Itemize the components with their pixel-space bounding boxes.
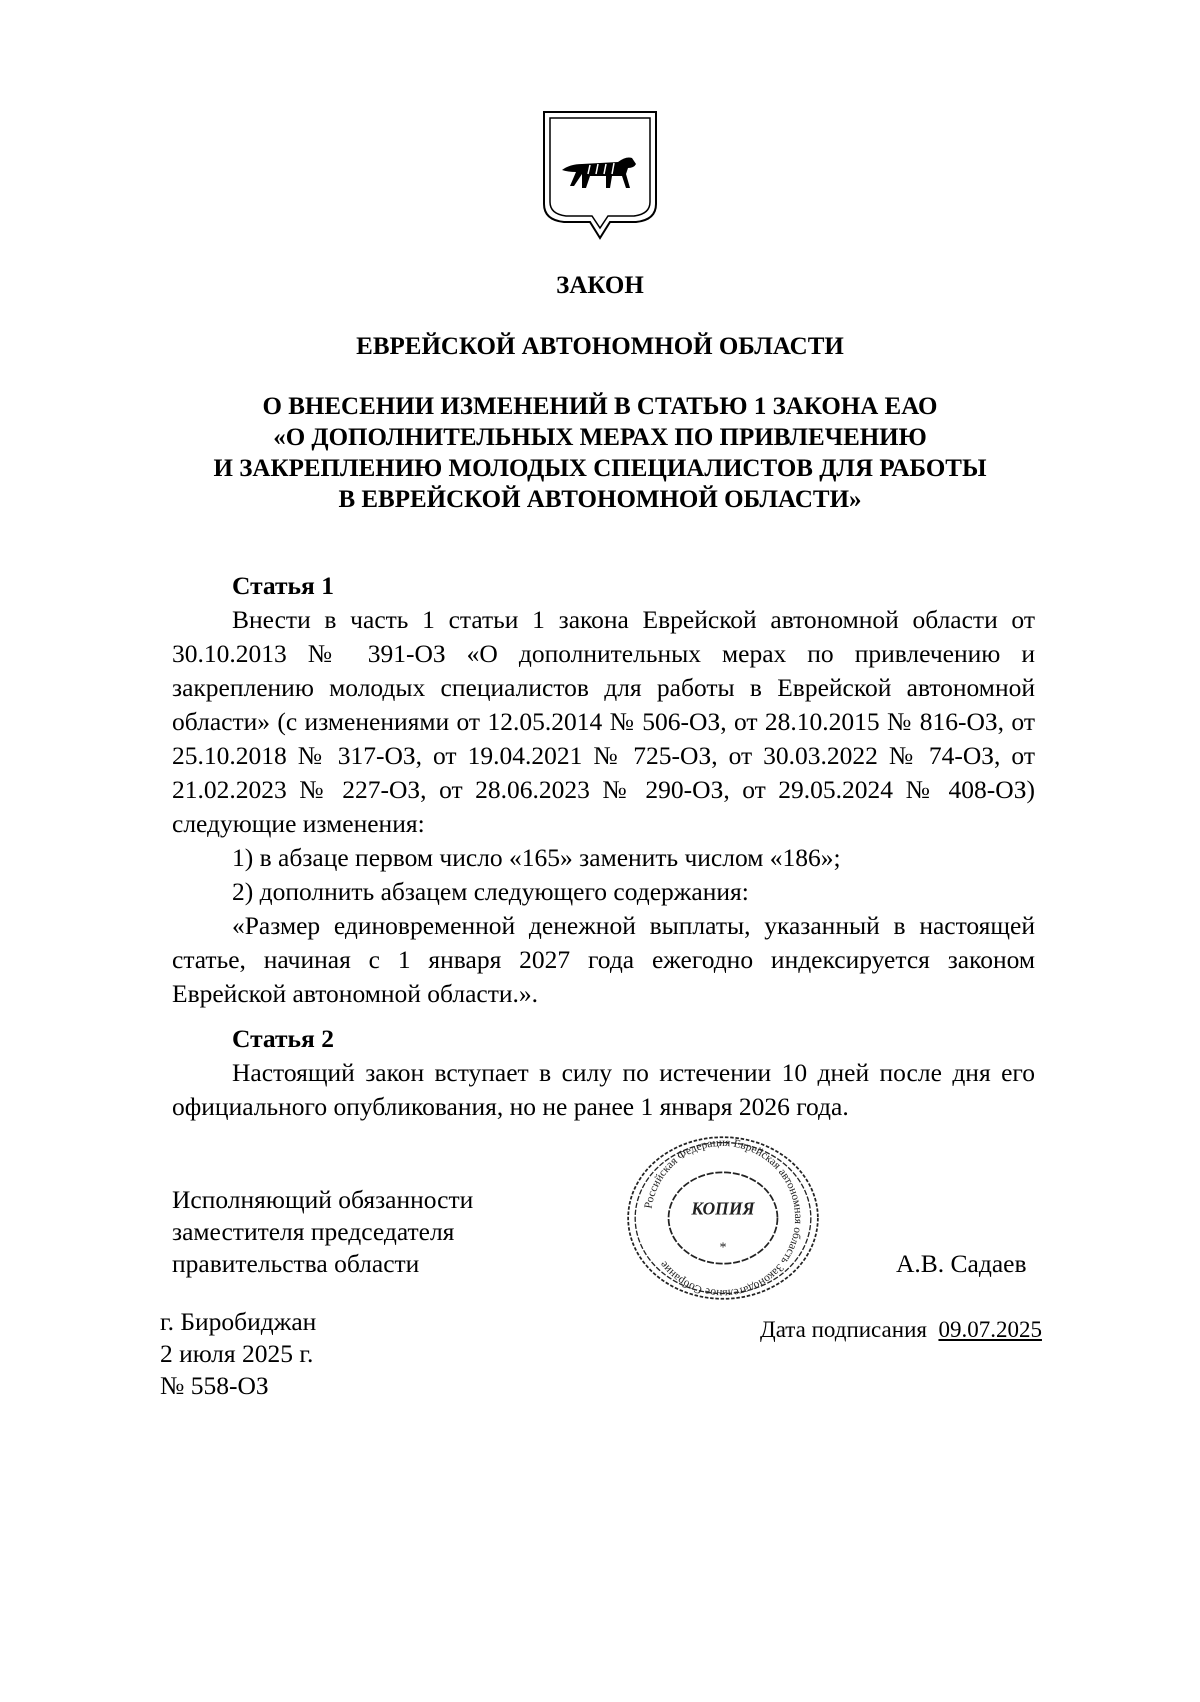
svg-text:*: * (719, 1239, 727, 1256)
document-type: ЗАКОН (556, 272, 644, 299)
position-line: заместителя председателя (172, 1217, 455, 1246)
article-1-intro: Внести в часть 1 статьи 1 закона Еврейской автономной области от 30.10.2013 № 391-ОЗ «О дополнительных мерах по привлечению и закреплению молодых специалистов для работы в Еврейской автономной области» (с изменениями от 12.05.2014 № 506-ОЗ, от 28.10.2015 № 816-ОЗ, от 25.10.2018 № 317-ОЗ, от 19.04.2021 № 725-ОЗ, от 30.03.2022 № 74-ОЗ, от 21.02.2023 № 227-ОЗ, от 28.06.2023 № 290-ОЗ, от 29.05.2024 № 408-ОЗ) следующие изменения: (172, 605, 1035, 838)
svg-text:Российская Федерация Еврейская: Российская Федерация Еврейская автономная область Законодательное Собрание (642, 1136, 805, 1300)
subject-line: И ЗАКРЕПЛЕНИЮ МОЛОДЫХ СПЕЦИАЛИСТОВ ДЛЯ РАБОТЫ (213, 455, 987, 482)
subject-line: О ВНЕСЕНИИ ИЗМЕНЕНИЙ В СТАТЬЮ 1 ЗАКОНА ЕАО (262, 393, 938, 420)
position-line: правительства области (172, 1249, 420, 1278)
article-1-heading: Статья 1 (232, 571, 334, 600)
law-subject (0, 391, 1200, 515)
signatory-position (172, 1184, 473, 1280)
signatory-name: А.В. Садаев (896, 1249, 1027, 1278)
official-stamp (622, 1130, 824, 1306)
law-number: № 558-ОЗ (160, 1371, 269, 1400)
coat-of-arms-image (540, 108, 660, 240)
adoption-date: 2 июля 2025 г. (160, 1339, 314, 1368)
subject-line: В ЕВРЕЙСКОЙ АВТОНОМНОЙ ОБЛАСТИ» (338, 486, 862, 513)
article-2-heading: Статья 2 (232, 1024, 334, 1053)
city: г. Биробиджан (160, 1307, 317, 1336)
article-1-quote: «Размер единовременной денежной выплаты, указанный в настоящей статье, начиная с 1 января 2027 года ежегодно индексируется законом Еврейской автономной области.». (172, 911, 1035, 1008)
signing-date-label: Дата подписания (760, 1317, 927, 1342)
article-1 (172, 569, 1035, 1011)
article-2 (172, 1022, 1035, 1124)
document-body (0, 569, 1200, 1414)
tiger-icon (562, 158, 636, 189)
footer-block (160, 1306, 316, 1402)
article-1-item-2: 2) дополнить абзацем следующего содержания: (232, 877, 749, 906)
signature-area (0, 1124, 1200, 1414)
article-2-text: Настоящий закон вступает в силу по истечении 10 дней после дня его официального опубликования, но не ранее 1 января 2026 года. (172, 1058, 1035, 1121)
signing-date-value: 09.07.2025 (938, 1317, 1042, 1342)
svg-text:КОПИЯ: КОПИЯ (691, 1198, 755, 1219)
subject-line: «О ДОПОЛНИТЕЛЬНЫХ МЕРАХ ПО ПРИВЛЕЧЕНИЮ (273, 424, 927, 451)
signing-date (760, 1314, 1042, 1346)
article-1-item-1: 1) в абзаце первом число «165» заменить числом «186»; (232, 843, 841, 872)
position-line: Исполняющий обязанности (172, 1185, 474, 1214)
region-title: ЕВРЕЙСКОЙ АВТОНОМНОЙ ОБЛАСТИ (356, 333, 844, 360)
